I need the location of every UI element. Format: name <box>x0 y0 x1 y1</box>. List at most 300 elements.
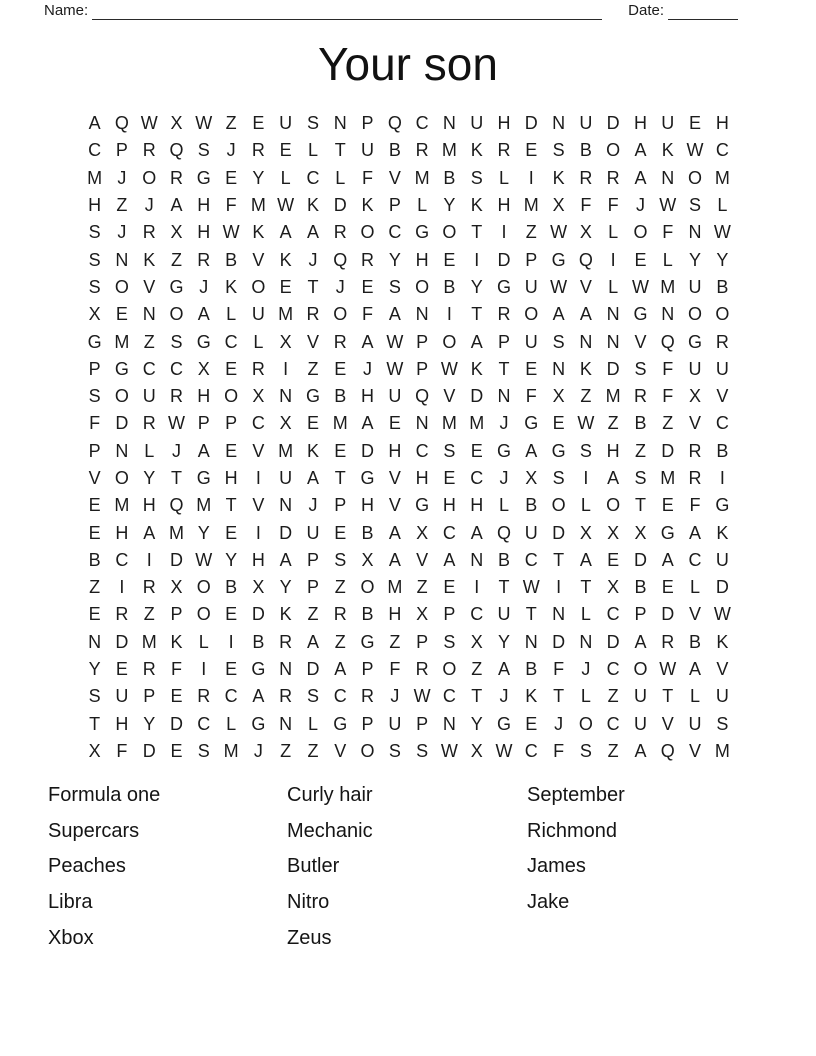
grid-letter[interactable]: R <box>197 686 211 707</box>
grid-letter[interactable]: H <box>606 440 620 461</box>
grid-letter[interactable]: J <box>499 413 509 434</box>
grid-letter[interactable]: S <box>634 358 647 379</box>
grid-letter[interactable]: R <box>197 249 211 270</box>
grid-letter[interactable]: N <box>442 713 456 734</box>
grid-letter[interactable]: Y <box>88 659 101 680</box>
grid-letter[interactable]: A <box>470 331 483 352</box>
grid-letter[interactable]: S <box>88 249 101 270</box>
grid-letter[interactable]: O <box>114 276 129 297</box>
grid-letter[interactable]: N <box>497 386 511 407</box>
grid-letter[interactable]: K <box>716 522 729 543</box>
grid-letter[interactable]: R <box>251 140 265 161</box>
grid-letter[interactable]: A <box>634 140 647 161</box>
grid-letter[interactable]: R <box>606 167 620 188</box>
grid-letter[interactable]: C <box>224 686 238 707</box>
grid-letter[interactable]: E <box>661 577 674 598</box>
grid-letter[interactable]: N <box>524 631 538 652</box>
grid-letter[interactable]: O <box>360 740 375 761</box>
grid-letter[interactable]: V <box>388 167 401 188</box>
grid-letter[interactable]: A <box>470 522 483 543</box>
grid-letter[interactable]: S <box>552 140 565 161</box>
grid-letter[interactable]: B <box>388 140 401 161</box>
grid-letter[interactable]: G <box>251 659 266 680</box>
grid-letter[interactable]: S <box>388 740 401 761</box>
grid-letter[interactable]: X <box>579 522 592 543</box>
grid-letter[interactable]: N <box>579 331 593 352</box>
grid-letter[interactable]: A <box>388 549 401 570</box>
grid-letter[interactable]: O <box>688 167 703 188</box>
grid-letter[interactable]: G <box>360 468 375 488</box>
grid-letter[interactable]: I <box>474 249 480 270</box>
grid-letter[interactable]: R <box>306 304 320 325</box>
grid-letter[interactable]: P <box>498 331 511 352</box>
grid-letter[interactable]: L <box>226 713 237 734</box>
grid-letter[interactable]: H <box>197 386 211 407</box>
grid-letter[interactable]: X <box>197 358 210 379</box>
grid-letter[interactable]: E <box>634 249 647 270</box>
grid-letter[interactable]: J <box>226 140 236 161</box>
grid-letter[interactable]: O <box>114 386 129 407</box>
grid-letter[interactable]: D <box>661 440 675 461</box>
grid-letter[interactable]: Y <box>443 195 456 216</box>
grid-letter[interactable]: L <box>280 167 291 188</box>
grid-letter[interactable]: F <box>607 195 619 216</box>
grid-letter[interactable]: C <box>524 549 538 570</box>
grid-letter[interactable]: U <box>388 713 402 734</box>
grid-letter[interactable]: Z <box>307 740 319 761</box>
grid-letter[interactable]: R <box>415 659 429 680</box>
grid-letter[interactable]: Z <box>143 331 155 352</box>
grid-letter[interactable]: C <box>606 659 620 680</box>
grid-letter[interactable]: B <box>634 577 647 598</box>
grid-letter[interactable]: N <box>661 167 675 188</box>
grid-letter[interactable]: Q <box>114 113 129 134</box>
grid-letter[interactable]: Y <box>470 713 483 734</box>
grid-letter[interactable]: S <box>443 440 456 461</box>
grid-letter[interactable]: Z <box>607 413 619 434</box>
grid-letter[interactable]: S <box>552 331 565 352</box>
grid-letter[interactable]: Z <box>634 440 646 461</box>
grid-letter[interactable]: S <box>306 113 319 134</box>
grid-letter[interactable]: U <box>688 713 702 734</box>
grid-letter[interactable]: V <box>334 740 347 761</box>
grid-letter[interactable]: W <box>195 113 213 134</box>
grid-letter[interactable]: M <box>114 331 130 352</box>
grid-letter[interactable]: U <box>279 468 293 488</box>
grid-letter[interactable]: R <box>415 140 429 161</box>
grid-letter[interactable]: P <box>634 604 647 625</box>
grid-letter[interactable]: M <box>169 522 184 543</box>
grid-letter[interactable]: O <box>169 304 184 325</box>
grid-letter[interactable]: J <box>554 713 564 734</box>
grid-letter[interactable]: R <box>688 440 702 461</box>
grid-letter[interactable]: F <box>525 386 537 407</box>
grid-letter[interactable]: Z <box>662 413 674 434</box>
grid-letter[interactable]: M <box>441 140 457 161</box>
grid-letter[interactable]: C <box>115 549 129 570</box>
grid-letter[interactable]: E <box>607 549 620 570</box>
grid-letter[interactable]: P <box>225 413 238 434</box>
grid-letter[interactable]: B <box>634 413 647 434</box>
grid-letter[interactable]: P <box>416 713 429 734</box>
grid-letter[interactable]: O <box>360 222 375 243</box>
grid-letter[interactable]: T <box>498 577 510 598</box>
grid-letter[interactable]: H <box>361 495 375 516</box>
grid-letter[interactable]: Z <box>225 113 237 134</box>
grid-letter[interactable]: D <box>361 440 375 461</box>
grid-letter[interactable]: X <box>279 413 292 434</box>
grid-letter[interactable]: P <box>416 331 429 352</box>
grid-letter[interactable]: B <box>689 631 702 652</box>
grid-letter[interactable]: E <box>334 440 347 461</box>
grid-letter[interactable]: I <box>255 468 261 488</box>
grid-letter[interactable]: K <box>716 631 729 652</box>
grid-letter[interactable]: C <box>688 549 702 570</box>
grid-letter[interactable]: Z <box>116 195 128 216</box>
grid-letter[interactable]: E <box>115 659 128 680</box>
grid-letter[interactable]: V <box>252 495 265 516</box>
grid-letter[interactable]: R <box>361 249 375 270</box>
grid-letter[interactable]: M <box>196 495 212 516</box>
grid-letter[interactable]: G <box>497 440 512 461</box>
grid-letter[interactable]: F <box>225 195 237 216</box>
grid-letter[interactable]: F <box>389 659 401 680</box>
grid-letter[interactable]: A <box>607 468 620 488</box>
grid-letter[interactable]: R <box>715 331 729 352</box>
grid-letter[interactable]: U <box>688 358 702 379</box>
grid-letter[interactable]: E <box>225 167 238 188</box>
grid-letter[interactable]: B <box>525 495 538 516</box>
grid-letter[interactable]: E <box>306 413 319 434</box>
grid-letter[interactable]: T <box>525 604 537 625</box>
grid-letter[interactable]: T <box>225 495 237 516</box>
grid-letter[interactable]: N <box>115 440 129 461</box>
grid-letter[interactable]: S <box>470 167 483 188</box>
grid-letter[interactable]: N <box>606 331 620 352</box>
grid-letter[interactable]: G <box>196 468 211 488</box>
grid-letter[interactable]: U <box>115 686 129 707</box>
grid-letter[interactable]: J <box>117 222 127 243</box>
grid-letter[interactable]: A <box>306 468 319 488</box>
grid-letter[interactable]: W <box>195 549 213 570</box>
grid-letter[interactable]: G <box>497 276 512 297</box>
grid-letter[interactable]: L <box>307 140 318 161</box>
grid-letter[interactable]: S <box>170 331 183 352</box>
grid-letter[interactable]: Y <box>689 249 702 270</box>
grid-letter[interactable]: Q <box>169 495 184 516</box>
grid-letter[interactable]: C <box>415 440 429 461</box>
grid-letter[interactable]: Q <box>578 249 593 270</box>
grid-letter[interactable]: X <box>361 549 374 570</box>
grid-letter[interactable]: L <box>580 686 591 707</box>
grid-letter[interactable]: N <box>661 304 675 325</box>
grid-letter[interactable]: X <box>170 113 183 134</box>
grid-letter[interactable]: E <box>661 495 674 516</box>
grid-letter[interactable]: X <box>416 522 429 543</box>
grid-letter[interactable]: U <box>688 276 702 297</box>
grid-letter[interactable]: D <box>279 522 293 543</box>
grid-letter[interactable]: O <box>224 386 239 407</box>
grid-letter[interactable]: R <box>497 304 511 325</box>
grid-letter[interactable]: V <box>88 468 101 488</box>
grid-letter[interactable]: K <box>252 222 265 243</box>
grid-letter[interactable]: E <box>170 686 183 707</box>
grid-letter[interactable]: V <box>689 413 702 434</box>
grid-letter[interactable]: W <box>686 140 704 161</box>
grid-letter[interactable]: W <box>522 577 540 598</box>
grid-letter[interactable]: R <box>170 386 183 407</box>
grid-letter[interactable]: K <box>525 686 538 707</box>
grid-letter[interactable]: Z <box>89 577 101 598</box>
grid-letter[interactable]: G <box>688 331 703 352</box>
grid-letter[interactable]: G <box>196 167 211 188</box>
grid-letter[interactable]: V <box>443 386 456 407</box>
grid-letter[interactable]: N <box>279 495 293 516</box>
grid-letter[interactable]: A <box>279 549 292 570</box>
grid-letter[interactable]: W <box>659 659 677 680</box>
grid-letter[interactable]: C <box>388 222 402 243</box>
grid-letter[interactable]: E <box>388 413 401 434</box>
grid-letter[interactable]: R <box>333 331 347 352</box>
grid-letter[interactable]: E <box>115 304 128 325</box>
grid-letter[interactable]: P <box>388 195 401 216</box>
grid-letter[interactable]: P <box>361 713 374 734</box>
grid-letter[interactable]: G <box>524 413 539 434</box>
grid-letter[interactable]: H <box>442 495 456 516</box>
grid-letter[interactable]: C <box>715 413 729 434</box>
grid-letter[interactable]: G <box>660 522 675 543</box>
grid-letter[interactable]: J <box>199 276 209 297</box>
grid-letter[interactable]: H <box>633 113 647 134</box>
grid-letter[interactable]: E <box>443 249 456 270</box>
grid-letter[interactable]: R <box>279 686 293 707</box>
grid-letter[interactable]: S <box>88 222 101 243</box>
grid-letter[interactable]: R <box>661 631 675 652</box>
grid-letter[interactable]: A <box>388 304 401 325</box>
grid-letter[interactable]: I <box>501 222 507 243</box>
grid-letter[interactable]: O <box>524 304 539 325</box>
grid-letter[interactable]: E <box>552 413 565 434</box>
grid-letter[interactable]: F <box>662 386 674 407</box>
grid-letter[interactable]: M <box>387 577 403 598</box>
grid-letter[interactable]: X <box>525 468 538 488</box>
grid-letter[interactable]: M <box>714 167 730 188</box>
grid-letter[interactable]: X <box>470 631 483 652</box>
grid-letter[interactable]: N <box>442 113 456 134</box>
grid-letter[interactable]: X <box>279 331 292 352</box>
grid-letter[interactable]: J <box>308 249 318 270</box>
grid-letter[interactable]: U <box>633 686 647 707</box>
grid-letter[interactable]: R <box>142 222 156 243</box>
grid-letter[interactable]: E <box>689 113 702 134</box>
grid-letter[interactable]: M <box>714 740 730 761</box>
grid-letter[interactable]: G <box>497 713 512 734</box>
grid-letter[interactable]: L <box>580 604 591 625</box>
grid-letter[interactable]: Y <box>498 631 511 652</box>
grid-letter[interactable]: C <box>170 358 183 379</box>
grid-letter[interactable]: A <box>306 631 319 652</box>
grid-letter[interactable]: X <box>607 522 620 543</box>
grid-letter[interactable]: U <box>633 713 647 734</box>
grid-letter[interactable]: S <box>197 140 210 161</box>
grid-letter[interactable]: Z <box>580 386 592 407</box>
grid-letter[interactable]: U <box>661 113 675 134</box>
grid-letter[interactable]: E <box>88 604 101 625</box>
grid-letter[interactable]: C <box>606 713 620 734</box>
grid-letter[interactable]: L <box>499 167 510 188</box>
grid-letter[interactable]: T <box>334 140 346 161</box>
grid-letter[interactable]: E <box>252 113 265 134</box>
grid-letter[interactable]: L <box>226 304 237 325</box>
grid-letter[interactable]: D <box>306 659 320 680</box>
grid-letter[interactable]: D <box>333 195 347 216</box>
grid-letter[interactable]: S <box>334 549 347 570</box>
grid-letter[interactable]: P <box>115 140 128 161</box>
grid-letter[interactable]: X <box>252 386 265 407</box>
grid-letter[interactable]: Z <box>334 631 346 652</box>
grid-letter[interactable]: W <box>550 222 568 243</box>
grid-letter[interactable]: I <box>255 522 261 543</box>
grid-letter[interactable]: W <box>222 222 240 243</box>
grid-letter[interactable]: A <box>197 304 210 325</box>
grid-letter[interactable]: Z <box>143 604 155 625</box>
grid-letter[interactable]: O <box>606 495 621 516</box>
grid-letter[interactable]: N <box>552 604 566 625</box>
grid-letter[interactable]: S <box>716 713 729 734</box>
grid-letter[interactable]: D <box>170 549 183 570</box>
grid-letter[interactable]: U <box>524 522 538 543</box>
grid-letter[interactable]: T <box>307 276 319 297</box>
grid-letter[interactable]: H <box>388 440 402 461</box>
grid-letter[interactable]: B <box>361 604 374 625</box>
grid-letter[interactable]: S <box>197 740 210 761</box>
grid-letter[interactable]: A <box>634 167 647 188</box>
grid-letter[interactable]: X <box>552 386 565 407</box>
grid-letter[interactable]: X <box>552 195 565 216</box>
grid-letter[interactable]: M <box>250 195 266 216</box>
grid-letter[interactable]: M <box>523 195 539 216</box>
grid-letter[interactable]: B <box>252 631 265 652</box>
grid-letter[interactable]: Z <box>416 577 428 598</box>
grid-letter[interactable]: C <box>524 740 538 761</box>
grid-letter[interactable]: A <box>661 549 674 570</box>
grid-letter[interactable]: T <box>662 686 674 707</box>
grid-letter[interactable]: M <box>332 413 348 434</box>
grid-letter[interactable]: V <box>716 659 729 680</box>
grid-letter[interactable]: N <box>279 386 293 407</box>
grid-letter[interactable]: M <box>660 276 676 297</box>
grid-letter[interactable]: O <box>142 167 157 188</box>
grid-letter[interactable]: X <box>252 577 265 598</box>
grid-letter[interactable]: C <box>606 604 620 625</box>
grid-letter[interactable]: Z <box>307 604 319 625</box>
grid-letter[interactable]: W <box>495 740 513 761</box>
grid-letter[interactable]: C <box>442 686 456 707</box>
grid-letter[interactable]: U <box>470 113 484 134</box>
grid-letter[interactable]: W <box>440 358 458 379</box>
grid-letter[interactable]: F <box>662 222 674 243</box>
grid-letter[interactable]: P <box>143 686 156 707</box>
grid-letter[interactable]: M <box>223 740 239 761</box>
grid-letter[interactable]: V <box>689 740 702 761</box>
grid-letter[interactable]: X <box>579 222 592 243</box>
grid-letter[interactable]: M <box>87 167 103 188</box>
grid-letter[interactable]: C <box>415 113 429 134</box>
grid-letter[interactable]: A <box>306 222 319 243</box>
grid-letter[interactable]: N <box>415 304 429 325</box>
grid-letter[interactable]: X <box>634 522 647 543</box>
grid-letter[interactable]: L <box>690 686 701 707</box>
grid-letter[interactable]: G <box>114 358 129 379</box>
grid-letter[interactable]: V <box>579 276 592 297</box>
grid-letter[interactable]: Y <box>279 577 292 598</box>
grid-letter[interactable]: I <box>228 631 234 652</box>
grid-letter[interactable]: M <box>414 167 430 188</box>
grid-letter[interactable]: N <box>88 631 102 652</box>
grid-letter[interactable]: K <box>470 140 483 161</box>
grid-letter[interactable]: V <box>661 713 674 734</box>
grid-letter[interactable]: E <box>170 740 183 761</box>
grid-letter[interactable]: U <box>251 304 265 325</box>
grid-letter[interactable]: E <box>225 522 238 543</box>
grid-letter[interactable]: V <box>689 604 702 625</box>
grid-letter[interactable]: W <box>168 413 185 434</box>
grid-letter[interactable]: O <box>606 140 621 161</box>
grid-letter[interactable]: D <box>606 358 620 379</box>
grid-letter[interactable]: T <box>553 686 565 707</box>
grid-letter[interactable]: U <box>361 140 375 161</box>
grid-letter[interactable]: T <box>334 468 346 488</box>
grid-letter[interactable]: S <box>88 386 101 407</box>
grid-letter[interactable]: P <box>525 249 538 270</box>
grid-letter[interactable]: R <box>333 222 347 243</box>
grid-letter[interactable]: A <box>689 659 702 680</box>
grid-letter[interactable]: A <box>279 222 292 243</box>
grid-letter[interactable]: I <box>201 659 207 680</box>
grid-letter[interactable]: N <box>415 413 429 434</box>
grid-letter[interactable]: H <box>115 522 129 543</box>
grid-letter[interactable]: L <box>307 713 318 734</box>
grid-letter[interactable]: F <box>362 167 374 188</box>
grid-letter[interactable]: A <box>443 549 456 570</box>
grid-letter[interactable]: G <box>415 222 430 243</box>
grid-letter[interactable]: C <box>88 140 102 161</box>
grid-letter[interactable]: V <box>716 386 729 407</box>
grid-letter[interactable]: G <box>196 331 211 352</box>
grid-letter[interactable]: K <box>306 195 319 216</box>
grid-letter[interactable]: E <box>279 140 292 161</box>
grid-letter[interactable]: L <box>144 440 155 461</box>
grid-letter[interactable]: D <box>552 522 566 543</box>
grid-letter[interactable]: E <box>225 440 238 461</box>
grid-letter[interactable]: N <box>606 304 620 325</box>
grid-letter[interactable]: D <box>715 577 729 598</box>
grid-letter[interactable]: G <box>633 304 648 325</box>
grid-letter[interactable]: F <box>689 495 701 516</box>
grid-letter[interactable]: A <box>525 440 538 461</box>
grid-letter[interactable]: G <box>305 386 320 407</box>
grid-letter[interactable]: U <box>497 604 511 625</box>
grid-letter[interactable]: Z <box>607 740 619 761</box>
grid-letter[interactable]: Z <box>389 631 401 652</box>
grid-letter[interactable]: C <box>470 468 484 488</box>
grid-letter[interactable]: K <box>552 167 565 188</box>
grid-letter[interactable]: J <box>144 195 154 216</box>
grid-letter[interactable]: B <box>498 549 511 570</box>
grid-letter[interactable]: J <box>499 468 509 488</box>
grid-letter[interactable]: W <box>631 276 649 297</box>
grid-letter[interactable]: E <box>334 358 347 379</box>
